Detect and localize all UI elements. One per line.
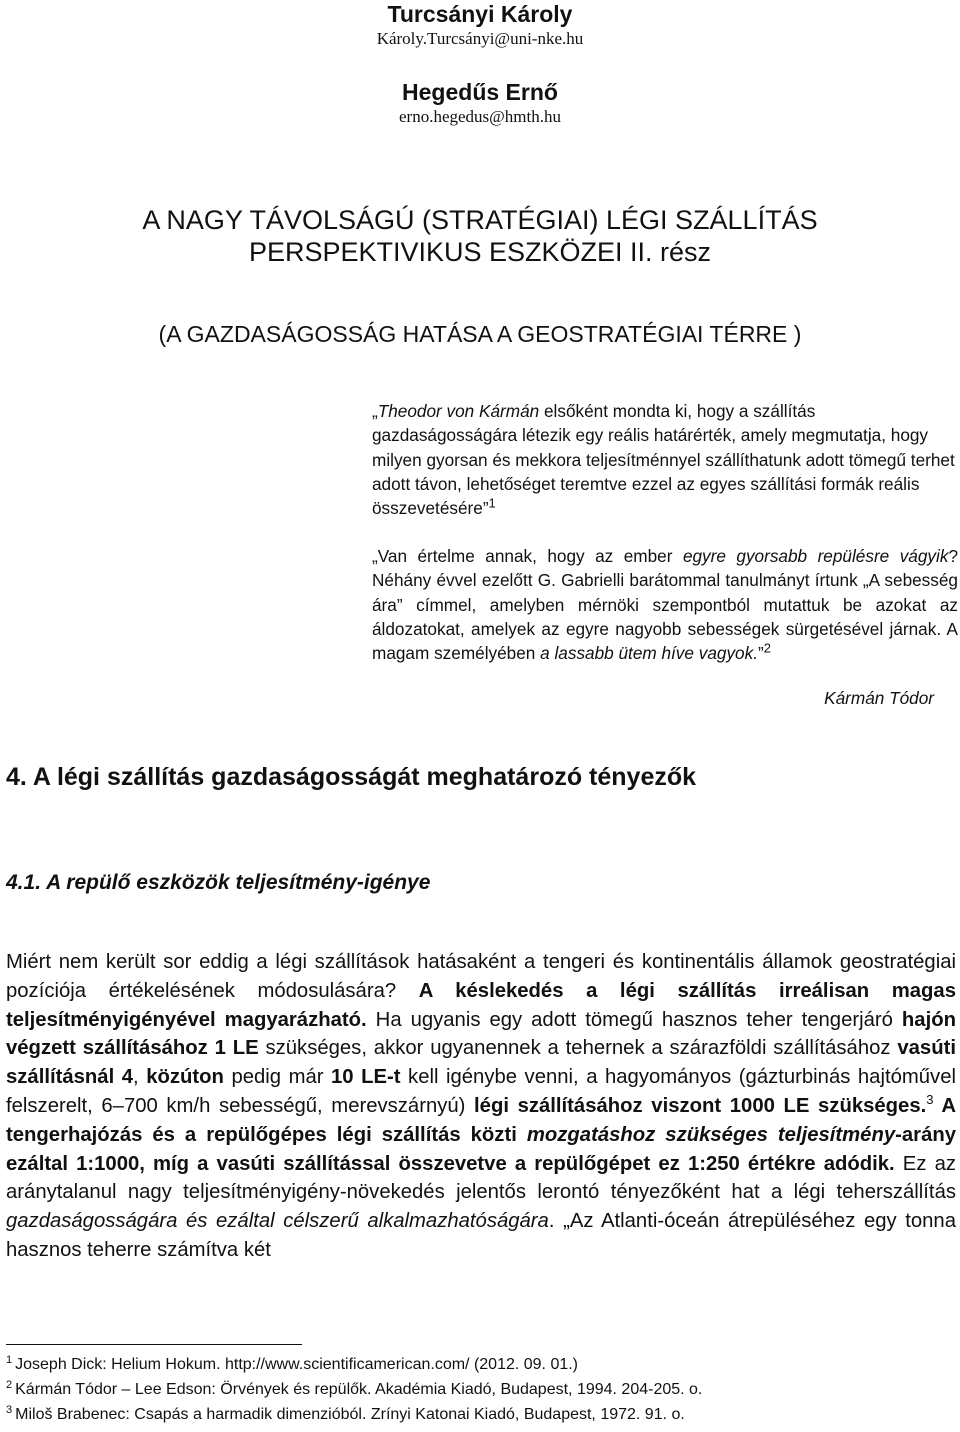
body-bold: A késlekedés a légi szállítás irreálisan magas teljesítményigényével magyarázható. — [6, 979, 956, 1031]
quote-name: Theodor von Kármán — [377, 401, 540, 421]
quote-text: ? Néhány évvel ezelőtt G. Gabrielli barátommal tanulmányt írtunk „A sebesség ára” címmel, amelyben mérnöki szempontból mutattuk be azokat az áldozatokat, amelyek az egyre nagyobb sebességek sürgetésével járnak. A magam személyében — [372, 546, 958, 664]
footnote-text: Miloš Brabenec: Csapás a harmadik dimenzióból. Zrínyi Katonai Kiadó, Budapest, 1972. 91. o. — [15, 1406, 685, 1423]
footnotes — [6, 1352, 956, 1427]
body-bold: légi szállításához viszont 1000 LE szükséges. — [474, 1094, 927, 1117]
title-line-1: A NAGY TÁVOLSÁGÚ (STRATÉGIAI) LÉGI SZÁLLÍTÁS — [142, 205, 818, 235]
title-line-2: PERSPEKTIVIKUS ESZKÖZEI II. rész — [248, 237, 712, 267]
footnote-divider — [6, 1344, 302, 1345]
body-text: szükséges, akkor ugyanennek a tehernek a szárazföldi szállításához — [258, 1037, 898, 1060]
paper-title — [0, 204, 960, 268]
epigraph-quote-2 — [372, 544, 958, 665]
body-bold: A tengerhajózás és a repülőgépes légi szállítás közti — [6, 1094, 957, 1146]
footnote-ref: 1 — [488, 495, 496, 511]
author-block-2 — [0, 78, 960, 128]
footnote-1 — [6, 1352, 956, 1377]
body-bold: -arány ezáltal 1:1000, míg a vasúti szállítással összevetve a repülőgépet ez 1:250 értékre adódik. — [6, 1123, 957, 1175]
body-bold: közúton — [146, 1066, 224, 1089]
footnote-text: Kármán Tódor – Lee Edson: Örvények és repülők. Akadémia Kiadó, Budapest, 1994. 204-205. o. — [15, 1381, 703, 1398]
body-italic: gazdaságosságára és ezáltal célszerű alkalmazhatóságára — [6, 1210, 549, 1233]
footnote-number: 1 — [6, 1353, 13, 1366]
author-email: erno.hegedus@hmth.hu — [398, 107, 561, 126]
body-text: Miért nem került sor eddig a légi szállítások hatásaként a tengeri és kontinentális államok geostratégiai pozíciója értékelésének módosulására? — [6, 951, 956, 1002]
footnote-2 — [6, 1377, 956, 1402]
quote-text: elsőként mondta ki, hogy a szállítás gazdaságosságára létezik egy reális határérték, amely megmutatja, hogy milyen gyorsan és mekkora teljesítménnyel szállíthatunk adott tömegű terhet adott távon, lehetőséget teremtve ezzel az egyes szállítási formák reális összevetésére” — [372, 401, 955, 519]
body-bold: hajón végzett szállításához 1 LE — [6, 1008, 956, 1060]
quote-italic: a lassabb ütem híve vagyok. — [540, 643, 758, 664]
quote-open: „ — [372, 401, 378, 421]
quote-text: „Van értelme annak, hogy az ember — [372, 546, 683, 566]
body-bold-italic: mozgatáshoz szükséges teljesítmény — [526, 1123, 896, 1146]
section-heading: 4. A légi szállítás gazdaságosságát meghatározó tényezők — [6, 763, 697, 791]
footnote-number: 2 — [6, 1378, 13, 1391]
body-text: , — [133, 1066, 147, 1089]
body-text: . „Az Atlanti-óceán átrepüléséhez egy tonna hasznos teherre számítva két — [6, 1210, 956, 1261]
body-paragraph — [6, 948, 956, 1265]
quote-italic: egyre gyorsabb repülésre vágyik — [682, 546, 949, 566]
author-name: Turcsányi Károly — [387, 1, 573, 27]
body-text: kell igénybe venni, a hagyományos (gázturbinás hajtóművel felszerelt, 6–700 km/h sebességű, merevszárnyú) — [6, 1066, 956, 1117]
author-block-1 — [0, 0, 960, 50]
body-bold: vasúti szállításnál 4 — [6, 1037, 956, 1089]
quote-close: ” — [757, 643, 764, 664]
footnote-ref: 3 — [926, 1092, 934, 1108]
footnote-ref: 2 — [763, 640, 771, 656]
author-email: Károly.Turcsányi@uni-nke.hu — [376, 29, 584, 48]
paper-subtitle: (A GAZDASÁGOSSÁG HATÁSA A GEOSTRATÉGIAI TÉRRE ) — [158, 321, 802, 347]
subsection-heading: 4.1. A repülő eszközök teljesítmény-igénye — [6, 871, 431, 894]
footnote-3 — [6, 1402, 956, 1427]
body-bold: 10 LE-t — [331, 1066, 401, 1089]
body-text: Ha ugyanis egy adott tömegű hasznos teher tengerjáró — [366, 1008, 902, 1031]
footnote-number: 3 — [6, 1403, 13, 1416]
epigraph-quote-1 — [372, 399, 958, 520]
body-text: Ez az aránytalanul nagy teljesítményigény-növekedés jelentős lerontó tényezőként hat a légi teherszállítás — [6, 1152, 956, 1204]
author-name: Hegedűs Ernő — [402, 79, 558, 105]
body-text: pedig már — [223, 1066, 332, 1089]
quote-attribution: Kármán Tódor — [824, 688, 934, 708]
footnote-text: Joseph Dick: Helium Hokum. http://www.scientificamerican.com/ (2012. 09. 01.) — [15, 1356, 579, 1373]
